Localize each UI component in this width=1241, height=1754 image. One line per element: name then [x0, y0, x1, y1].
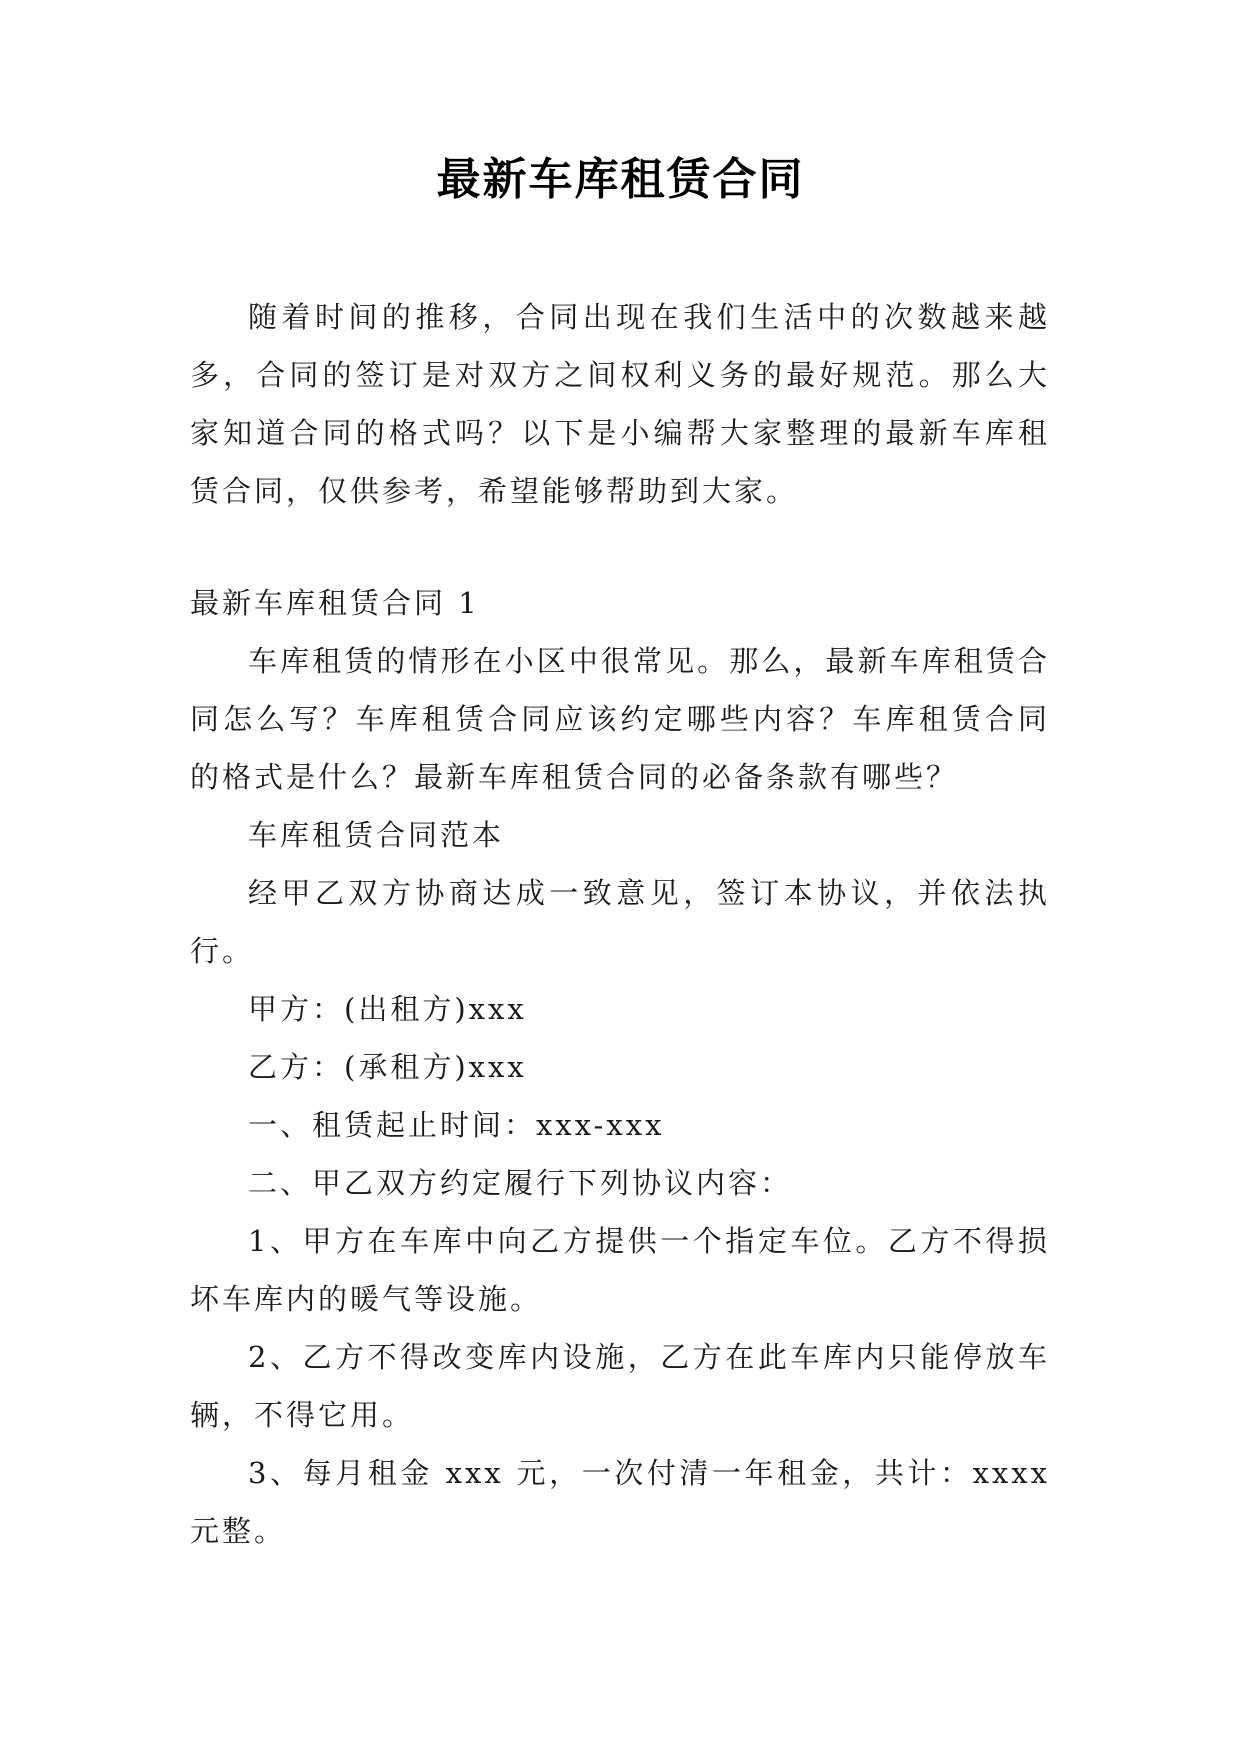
contract-paragraph: 二、甲乙双方约定履行下列协议内容：: [248, 1166, 793, 1200]
intro-paragraph: 随着时间的推移，合同出现在我们生活中的次数越来越多，合同的签订是对双方之间权利义务的最好规范。那么大家知道合同的格式吗？以下是小编帮大家整理的最新车库租赁合同，仅供参考，希望能够帮助到大家。: [190, 300, 1050, 508]
contract-paragraph: 车库租赁的情形在小区中很常见。那么，最新车库租赁合同怎么写？车库租赁合同应该约定哪些内容？车库租赁合同的格式是什么？最新车库租赁合同的必备条款有哪些？: [190, 644, 1050, 794]
contract-paragraph: 3、每月租金 xxx 元，一次付清一年租金，共计：xxxx 元整。: [190, 1456, 1050, 1548]
document-body: [190, 288, 1050, 1560]
contract-paragraph: 车库租赁合同范本: [248, 818, 505, 852]
contract-paragraph: 甲方：(出租方)xxx: [248, 992, 527, 1026]
contract-paragraph: 经甲乙双方协商达成一致意见，签订本协议，并依法执行。: [190, 876, 1050, 968]
contract-paragraph: 2、乙方不得改变库内设施，乙方在此车库内只能停放车辆，不得它用。: [190, 1340, 1050, 1432]
section-heading: 最新车库租赁合同 1: [190, 586, 480, 620]
paragraph-spacer: [190, 520, 1050, 574]
contract-paragraph: 一、租赁起止时间：xxx-xxx: [248, 1108, 665, 1142]
contract-paragraph: 乙方：(承租方)xxx: [248, 1050, 527, 1084]
document-title: 最新车库租赁合同: [436, 154, 805, 205]
contract-paragraph: 1、甲方在车库中向乙方提供一个指定车位。乙方不得损坏车库内的暖气等设施。: [190, 1224, 1050, 1316]
